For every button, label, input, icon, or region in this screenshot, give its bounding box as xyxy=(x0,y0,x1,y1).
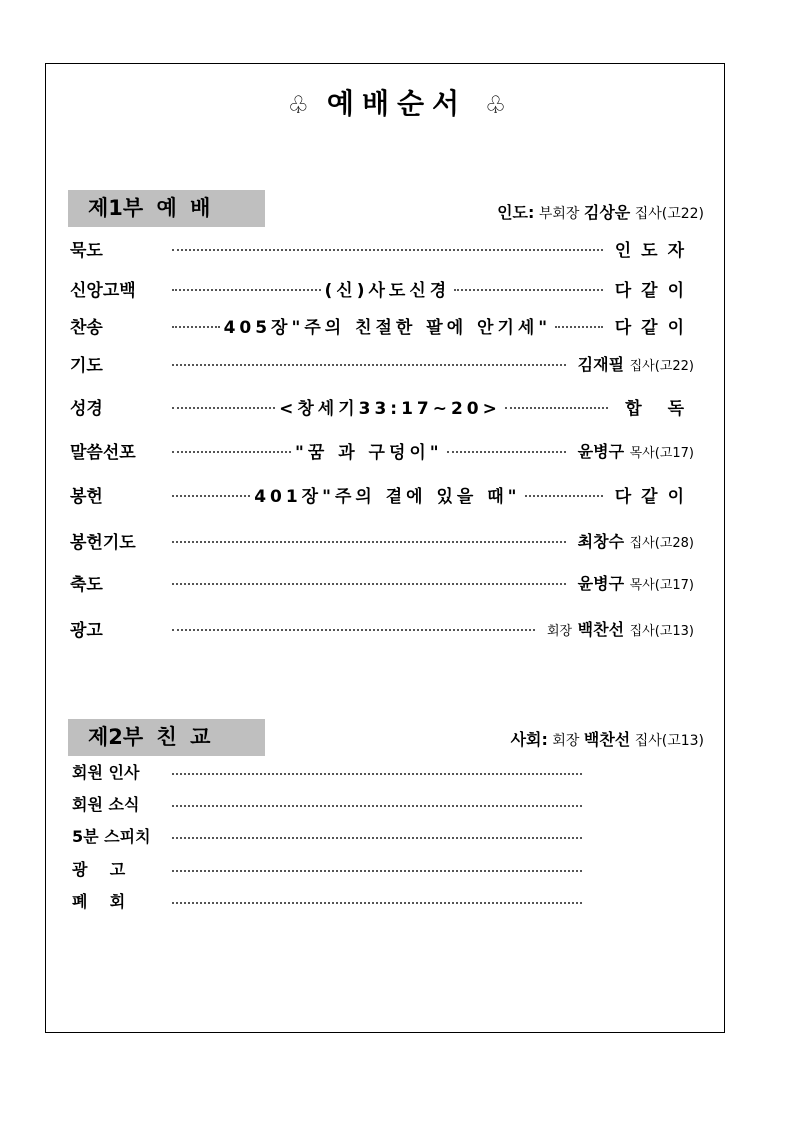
item-label: 광 고 xyxy=(72,860,126,879)
fellowship-item xyxy=(72,889,582,912)
program-row xyxy=(70,482,694,506)
fellowship-item xyxy=(72,857,582,880)
row-label: 축도 xyxy=(70,574,103,595)
row-content: 405장"주의 친절한 팔에 안기세" xyxy=(223,317,552,338)
row-performer xyxy=(578,352,694,375)
clover-icon: ♧ xyxy=(287,91,310,119)
row-performer: 다같이 xyxy=(614,317,694,338)
row-leader xyxy=(172,276,603,301)
performer-title: 집사(고13) xyxy=(629,623,694,639)
item-label: 5분 스피치 xyxy=(72,827,151,846)
item-label: 폐 회 xyxy=(72,892,126,911)
fellowship-item xyxy=(72,824,582,847)
dot-leader xyxy=(172,249,603,251)
performer-title: 목사(고17) xyxy=(629,577,694,593)
row-content: (신)사도신경 xyxy=(324,280,451,301)
row-performer: 다같이 xyxy=(614,486,694,507)
fellowship-item xyxy=(72,760,582,783)
row-label: 묵도 xyxy=(70,240,103,261)
program-row xyxy=(70,276,694,300)
title-text: 예배순서 xyxy=(326,87,468,120)
part2-host xyxy=(511,727,704,750)
row-leader xyxy=(172,482,603,507)
leader-label: 인도: xyxy=(497,203,535,222)
row-performer: 다같이 xyxy=(614,280,694,301)
row-content: 401장"주의 곁에 있을 때" xyxy=(254,486,521,507)
program-row xyxy=(70,394,694,418)
program-row xyxy=(70,351,694,375)
dot-leader xyxy=(172,364,566,366)
dot-leader xyxy=(172,837,582,839)
row-performer xyxy=(578,571,694,594)
leader-name: 김상운 xyxy=(583,203,631,222)
dot-leader xyxy=(454,289,603,291)
row-performer xyxy=(547,617,694,640)
part1-heading: 제1부 예 배 xyxy=(68,190,265,227)
dot-leader xyxy=(172,902,582,904)
row-label: 기도 xyxy=(70,355,103,376)
row-leader xyxy=(172,360,566,366)
dot-leader xyxy=(505,407,608,409)
row-leader xyxy=(172,537,566,543)
row-performer xyxy=(578,529,694,552)
row-performer xyxy=(578,439,694,462)
performer-title: 목사(고17) xyxy=(629,445,694,461)
row-leader xyxy=(172,245,603,251)
program-row xyxy=(70,528,694,552)
dot-leader xyxy=(172,495,250,497)
dot-leader xyxy=(525,495,603,497)
program-row xyxy=(70,236,694,260)
row-content: "꿈 과 구덩이" xyxy=(295,442,443,463)
row-label: 봉헌 xyxy=(70,486,103,507)
dot-leader xyxy=(172,870,582,872)
dot-leader xyxy=(172,541,566,543)
host-role: 회장 xyxy=(552,733,580,749)
program-row xyxy=(70,438,694,462)
page-title xyxy=(0,82,794,122)
row-leader xyxy=(172,313,603,338)
part1-leader xyxy=(497,200,704,223)
host-label: 사회: xyxy=(510,730,548,749)
fellowship-item xyxy=(72,792,582,815)
row-label: 광고 xyxy=(70,620,103,641)
clover-icon: ♧ xyxy=(484,91,507,119)
row-label: 찬송 xyxy=(70,317,103,338)
row-content: <창세기33:17~20> xyxy=(279,398,501,419)
dot-leader xyxy=(172,326,220,328)
item-label: 회원 인사 xyxy=(72,763,140,782)
part2-heading: 제2부 친 교 xyxy=(68,719,265,756)
performer-name: 윤병구 xyxy=(577,441,625,461)
dot-leader xyxy=(172,451,291,453)
leader-title: 집사(고22) xyxy=(634,206,704,222)
dot-leader xyxy=(172,289,321,291)
program-row xyxy=(70,616,694,640)
row-leader xyxy=(172,394,608,419)
dot-leader xyxy=(447,451,566,453)
performer-name: 백찬선 xyxy=(577,619,625,639)
host-name: 백찬선 xyxy=(583,730,631,749)
dot-leader xyxy=(172,805,582,807)
row-label: 말씀선포 xyxy=(70,442,136,463)
row-label: 성경 xyxy=(70,398,103,419)
row-leader xyxy=(172,625,535,631)
row-label: 봉헌기도 xyxy=(70,532,136,553)
row-performer: 인도자 xyxy=(614,240,694,261)
row-label: 신앙고백 xyxy=(70,280,136,301)
host-title: 집사(고13) xyxy=(634,733,704,749)
performer-role: 회장 xyxy=(546,623,573,639)
performer-title: 집사(고22) xyxy=(629,358,694,374)
dot-leader xyxy=(172,407,275,409)
program-row xyxy=(70,313,694,337)
dot-leader xyxy=(172,629,535,631)
dot-leader xyxy=(172,583,566,585)
item-label: 회원 소식 xyxy=(72,795,140,814)
program-row xyxy=(70,570,694,594)
dot-leader xyxy=(555,326,603,328)
leader-role: 부회장 xyxy=(538,206,580,222)
performer-name: 최창수 xyxy=(577,531,625,551)
performer-name: 윤병구 xyxy=(577,573,625,593)
row-leader xyxy=(172,438,566,463)
row-performer: 합 독 xyxy=(625,398,694,419)
dot-leader xyxy=(172,773,582,775)
performer-title: 집사(고28) xyxy=(629,535,694,551)
performer-name: 김재필 xyxy=(577,354,625,374)
row-leader xyxy=(172,579,566,585)
